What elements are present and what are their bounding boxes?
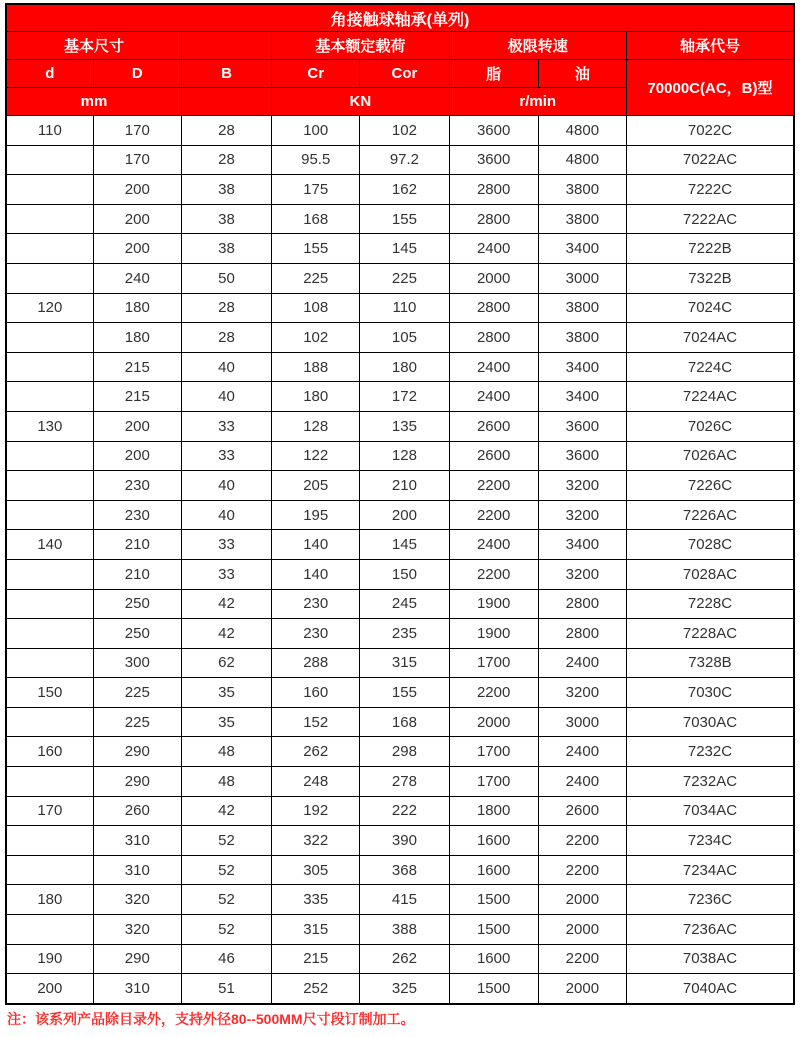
table-cell: 200 [360, 500, 449, 530]
table-header [6, 4, 794, 116]
table-cell: 33 [181, 411, 271, 441]
table-cell: 51 [181, 974, 271, 1004]
table-cell: 38 [181, 234, 271, 264]
table-cell: 7028AC [626, 559, 794, 589]
bearing-spec-table [5, 3, 795, 1005]
table-cell [6, 648, 93, 678]
table-cell: 62 [181, 648, 271, 678]
table-cell: 108 [272, 293, 360, 323]
table-cell [6, 471, 93, 501]
table-cell: 2400 [538, 737, 626, 767]
table-cell: 2200 [449, 471, 538, 501]
table-cell: 1600 [449, 826, 538, 856]
table-cell: 145 [360, 234, 449, 264]
table-cell: 3000 [538, 707, 626, 737]
table-cell: 2800 [449, 204, 538, 234]
table-cell: 110 [6, 116, 93, 146]
table-cell: 38 [181, 204, 271, 234]
table-cell: 160 [272, 678, 360, 708]
table-cell: 195 [272, 500, 360, 530]
table-cell: 155 [272, 234, 360, 264]
table-cell: 2200 [449, 678, 538, 708]
table-cell: 7236C [626, 885, 794, 915]
table-cell: 188 [272, 352, 360, 382]
table-cell: 322 [272, 826, 360, 856]
table-cell: 168 [272, 204, 360, 234]
table-cell [6, 826, 93, 856]
table-cell: 7022AC [626, 145, 794, 175]
table-cell: 7222AC [626, 204, 794, 234]
table-cell: 180 [6, 885, 93, 915]
col-header-B: B [181, 60, 271, 88]
table-cell: 230 [93, 471, 181, 501]
table-cell [6, 204, 93, 234]
table-cell: 2000 [449, 707, 538, 737]
table-cell [6, 382, 93, 412]
table-cell: 50 [181, 263, 271, 293]
table-cell: 2600 [449, 411, 538, 441]
table-cell: 215 [93, 382, 181, 412]
table-cell: 310 [93, 826, 181, 856]
table-cell: 3200 [538, 559, 626, 589]
table-cell: 3400 [538, 382, 626, 412]
col-header-D: D [93, 60, 181, 88]
table-cell: 7228AC [626, 619, 794, 649]
table-cell: 230 [93, 500, 181, 530]
table-cell: 7028C [626, 530, 794, 560]
table-cell: 388 [360, 915, 449, 945]
group-bearing-code: 轴承代号 [626, 32, 794, 60]
table-cell: 130 [6, 411, 93, 441]
table-cell: 180 [93, 323, 181, 353]
table-cell: 1700 [449, 767, 538, 797]
table-cell: 155 [360, 204, 449, 234]
table-row [6, 648, 794, 678]
table-cell: 2400 [538, 767, 626, 797]
table-cell: 128 [272, 411, 360, 441]
table-cell: 3000 [538, 263, 626, 293]
table-cell: 210 [93, 559, 181, 589]
table-cell: 2200 [538, 826, 626, 856]
table-cell: 35 [181, 678, 271, 708]
table-cell: 1500 [449, 885, 538, 915]
table-cell: 222 [360, 796, 449, 826]
unit-kn: KN [272, 88, 449, 116]
footnote: 注：该系列产品除目录外，支持外径80--500MM尺寸段订制加工。 [7, 1010, 415, 1027]
table-cell: 42 [181, 796, 271, 826]
column-header-row [6, 60, 794, 88]
table-cell: 105 [360, 323, 449, 353]
table-cell: 28 [181, 323, 271, 353]
table-cell [6, 500, 93, 530]
table-cell: 2400 [538, 648, 626, 678]
table-cell: 33 [181, 559, 271, 589]
table-cell: 42 [181, 589, 271, 619]
table-row [6, 471, 794, 501]
table-cell: 38 [181, 175, 271, 205]
table-cell: 7322B [626, 263, 794, 293]
table-cell: 3600 [449, 116, 538, 146]
table-cell: 172 [360, 382, 449, 412]
table-cell: 200 [93, 441, 181, 471]
table-cell: 3600 [449, 145, 538, 175]
table-cell: 150 [360, 559, 449, 589]
table-cell: 140 [272, 530, 360, 560]
table-cell: 310 [93, 855, 181, 885]
table-cell: 1700 [449, 737, 538, 767]
table-cell: 7228C [626, 589, 794, 619]
table-cell: 1600 [449, 855, 538, 885]
table-row [6, 116, 794, 146]
table-cell: 40 [181, 352, 271, 382]
table-cell: 262 [360, 944, 449, 974]
table-cell: 248 [272, 767, 360, 797]
table-cell: 290 [93, 737, 181, 767]
table-cell: 290 [93, 767, 181, 797]
table-cell [6, 323, 93, 353]
table-cell: 315 [360, 648, 449, 678]
table-cell: 7232AC [626, 767, 794, 797]
table-cell: 288 [272, 648, 360, 678]
table-cell [6, 263, 93, 293]
table-cell [6, 589, 93, 619]
table-row [6, 323, 794, 353]
table-cell: 2800 [538, 619, 626, 649]
table-cell: 168 [360, 707, 449, 737]
table-cell [6, 234, 93, 264]
table-cell: 2200 [538, 855, 626, 885]
group-limit-speed: 极限转速 [449, 32, 626, 60]
table-row [6, 855, 794, 885]
table-cell: 28 [181, 145, 271, 175]
table-cell: 122 [272, 441, 360, 471]
table-cell: 2800 [449, 175, 538, 205]
table-row [6, 826, 794, 856]
table-cell: 33 [181, 530, 271, 560]
table-cell [6, 175, 93, 205]
table-cell: 170 [93, 116, 181, 146]
table-cell: 180 [272, 382, 360, 412]
table-cell: 4800 [538, 145, 626, 175]
table-cell: 3200 [538, 678, 626, 708]
table-cell: 2000 [538, 974, 626, 1004]
unit-rpm: r/min [449, 88, 626, 116]
table-cell: 52 [181, 915, 271, 945]
table-cell: 415 [360, 885, 449, 915]
table-cell: 7224AC [626, 382, 794, 412]
table-cell: 7226C [626, 471, 794, 501]
table-cell: 3600 [538, 411, 626, 441]
table-cell [6, 352, 93, 382]
table-cell: 2600 [449, 441, 538, 471]
table-cell: 7234C [626, 826, 794, 856]
table-cell: 1800 [449, 796, 538, 826]
group-header-row [6, 32, 794, 60]
table-cell: 225 [93, 678, 181, 708]
table-cell: 40 [181, 471, 271, 501]
table-cell: 175 [272, 175, 360, 205]
table-cell: 7026AC [626, 441, 794, 471]
table-cell: 2400 [449, 234, 538, 264]
table-cell: 1900 [449, 589, 538, 619]
table-cell: 200 [93, 175, 181, 205]
table-cell [6, 559, 93, 589]
table-cell: 4800 [538, 116, 626, 146]
table-cell: 200 [6, 974, 93, 1004]
table-cell: 3200 [538, 500, 626, 530]
col-header-oil: 油 [538, 60, 626, 88]
col-header-code-type: 70000C(AC，B)型 [626, 60, 794, 116]
table-row [6, 619, 794, 649]
table-cell: 100 [272, 116, 360, 146]
table-cell: 35 [181, 707, 271, 737]
table-cell: 7234AC [626, 855, 794, 885]
unit-mm: mm [6, 88, 181, 116]
group-basic-dimensions: 基本尺寸 [6, 32, 181, 60]
table-cell: 205 [272, 471, 360, 501]
table-cell: 1500 [449, 974, 538, 1004]
table-cell: 160 [6, 737, 93, 767]
table-cell: 140 [272, 559, 360, 589]
table-row [6, 737, 794, 767]
table-cell: 3800 [538, 175, 626, 205]
table-cell: 200 [93, 234, 181, 264]
table-cell: 3800 [538, 204, 626, 234]
table-cell: 52 [181, 885, 271, 915]
table-cell: 225 [360, 263, 449, 293]
table-cell: 33 [181, 441, 271, 471]
table-body [6, 116, 794, 1004]
table-row [6, 352, 794, 382]
table-row [6, 382, 794, 412]
table-cell: 2200 [538, 944, 626, 974]
table-cell: 7038AC [626, 944, 794, 974]
table-cell: 28 [181, 116, 271, 146]
table-row [6, 559, 794, 589]
table-cell: 7222B [626, 234, 794, 264]
col-header-grease: 脂 [449, 60, 538, 88]
table-cell: 7224C [626, 352, 794, 382]
table-cell: 305 [272, 855, 360, 885]
table-row [6, 204, 794, 234]
table-cell: 200 [93, 411, 181, 441]
table-cell: 2400 [449, 352, 538, 382]
table-cell: 170 [93, 145, 181, 175]
table-row [6, 293, 794, 323]
table-cell: 235 [360, 619, 449, 649]
table-cell: 1500 [449, 915, 538, 945]
table-cell: 7030C [626, 678, 794, 708]
table-cell: 190 [6, 944, 93, 974]
table-row [6, 441, 794, 471]
table-cell: 320 [93, 885, 181, 915]
table-cell: 260 [93, 796, 181, 826]
table-cell: 28 [181, 293, 271, 323]
table-cell: 3800 [538, 293, 626, 323]
title-row [6, 4, 794, 32]
table-cell [6, 707, 93, 737]
table-cell: 390 [360, 826, 449, 856]
table-cell: 192 [272, 796, 360, 826]
table-cell [6, 619, 93, 649]
table-cell: 2000 [449, 263, 538, 293]
table-cell: 2600 [538, 796, 626, 826]
table-cell: 7022C [626, 116, 794, 146]
table-cell: 180 [93, 293, 181, 323]
table-row [6, 234, 794, 264]
table-cell: 250 [93, 619, 181, 649]
table-cell: 3400 [538, 530, 626, 560]
table-cell: 2800 [538, 589, 626, 619]
table-cell: 7040AC [626, 974, 794, 1004]
table-row [6, 974, 794, 1004]
table-cell: 7232C [626, 737, 794, 767]
table-cell: 145 [360, 530, 449, 560]
table-cell: 7024AC [626, 323, 794, 353]
table-row [6, 767, 794, 797]
table-cell: 368 [360, 855, 449, 885]
table-cell: 46 [181, 944, 271, 974]
table-cell: 7030AC [626, 707, 794, 737]
table-row [6, 885, 794, 915]
table-cell: 135 [360, 411, 449, 441]
table-cell: 3400 [538, 234, 626, 264]
table-cell: 95.5 [272, 145, 360, 175]
table-cell [6, 441, 93, 471]
table-cell: 2200 [449, 500, 538, 530]
table-cell: 140 [6, 530, 93, 560]
table-row [6, 530, 794, 560]
table-cell: 245 [360, 589, 449, 619]
table-cell: 110 [360, 293, 449, 323]
table-title: 角接触球轴承(单列) [6, 4, 794, 32]
table-row [6, 915, 794, 945]
table-cell: 215 [272, 944, 360, 974]
table-cell: 52 [181, 826, 271, 856]
table-cell: 128 [360, 441, 449, 471]
table-cell: 3800 [538, 323, 626, 353]
table-cell: 48 [181, 737, 271, 767]
table-cell: 225 [93, 707, 181, 737]
table-cell: 120 [6, 293, 93, 323]
table-cell: 210 [93, 530, 181, 560]
table-cell: 40 [181, 500, 271, 530]
table-cell: 250 [93, 589, 181, 619]
table-cell: 230 [272, 589, 360, 619]
table-cell: 7026C [626, 411, 794, 441]
table-cell: 2400 [449, 530, 538, 560]
table-cell: 52 [181, 855, 271, 885]
table-cell: 170 [6, 796, 93, 826]
table-row [6, 263, 794, 293]
table-cell: 320 [93, 915, 181, 945]
table-cell: 262 [272, 737, 360, 767]
table-cell: 2800 [449, 323, 538, 353]
table-cell: 2200 [449, 559, 538, 589]
table-cell: 3200 [538, 471, 626, 501]
table-cell [6, 145, 93, 175]
col-header-Cr: Cr [272, 60, 360, 88]
table-cell: 1600 [449, 944, 538, 974]
table-cell: 155 [360, 678, 449, 708]
table-cell: 2800 [449, 293, 538, 323]
table-cell: 1900 [449, 619, 538, 649]
table-cell: 210 [360, 471, 449, 501]
table-row [6, 175, 794, 205]
table-cell: 40 [181, 382, 271, 412]
table-cell: 102 [272, 323, 360, 353]
table-row [6, 678, 794, 708]
table-cell: 180 [360, 352, 449, 382]
table-cell: 97.2 [360, 145, 449, 175]
table-cell: 102 [360, 116, 449, 146]
table-cell [6, 767, 93, 797]
table-cell [6, 915, 93, 945]
table-cell: 298 [360, 737, 449, 767]
table-cell: 7222C [626, 175, 794, 205]
table-cell: 200 [93, 204, 181, 234]
table-cell: 7328B [626, 648, 794, 678]
table-row [6, 411, 794, 441]
col-header-Cor: Cor [360, 60, 449, 88]
table-cell: 325 [360, 974, 449, 1004]
table-cell: 240 [93, 263, 181, 293]
table-cell [6, 855, 93, 885]
table-cell: 162 [360, 175, 449, 205]
table-cell: 225 [272, 263, 360, 293]
table-cell: 2000 [538, 885, 626, 915]
table-cell: 152 [272, 707, 360, 737]
table-cell: 310 [93, 974, 181, 1004]
table-row [6, 796, 794, 826]
table-cell: 3600 [538, 441, 626, 471]
group-rated-load: 基本额定载荷 [272, 32, 449, 60]
table-cell: 252 [272, 974, 360, 1004]
table-cell: 7034AC [626, 796, 794, 826]
table-cell: 335 [272, 885, 360, 915]
table-cell: 3400 [538, 352, 626, 382]
table-cell: 300 [93, 648, 181, 678]
table-cell: 230 [272, 619, 360, 649]
table-cell: 48 [181, 767, 271, 797]
table-cell: 315 [272, 915, 360, 945]
table-cell: 7236AC [626, 915, 794, 945]
table-row [6, 145, 794, 175]
table-cell: 42 [181, 619, 271, 649]
table-cell: 7024C [626, 293, 794, 323]
table-row [6, 944, 794, 974]
table-cell: 2400 [449, 382, 538, 412]
table-cell: 2000 [538, 915, 626, 945]
unit-empty-b [181, 88, 271, 116]
table-row [6, 707, 794, 737]
table-row [6, 589, 794, 619]
table-cell: 150 [6, 678, 93, 708]
table-cell: 278 [360, 767, 449, 797]
table-cell: 290 [93, 944, 181, 974]
table-row [6, 500, 794, 530]
group-empty-b [181, 32, 271, 60]
table-cell: 7226AC [626, 500, 794, 530]
col-header-d: d [6, 60, 93, 88]
table-cell: 1700 [449, 648, 538, 678]
table-cell: 215 [93, 352, 181, 382]
